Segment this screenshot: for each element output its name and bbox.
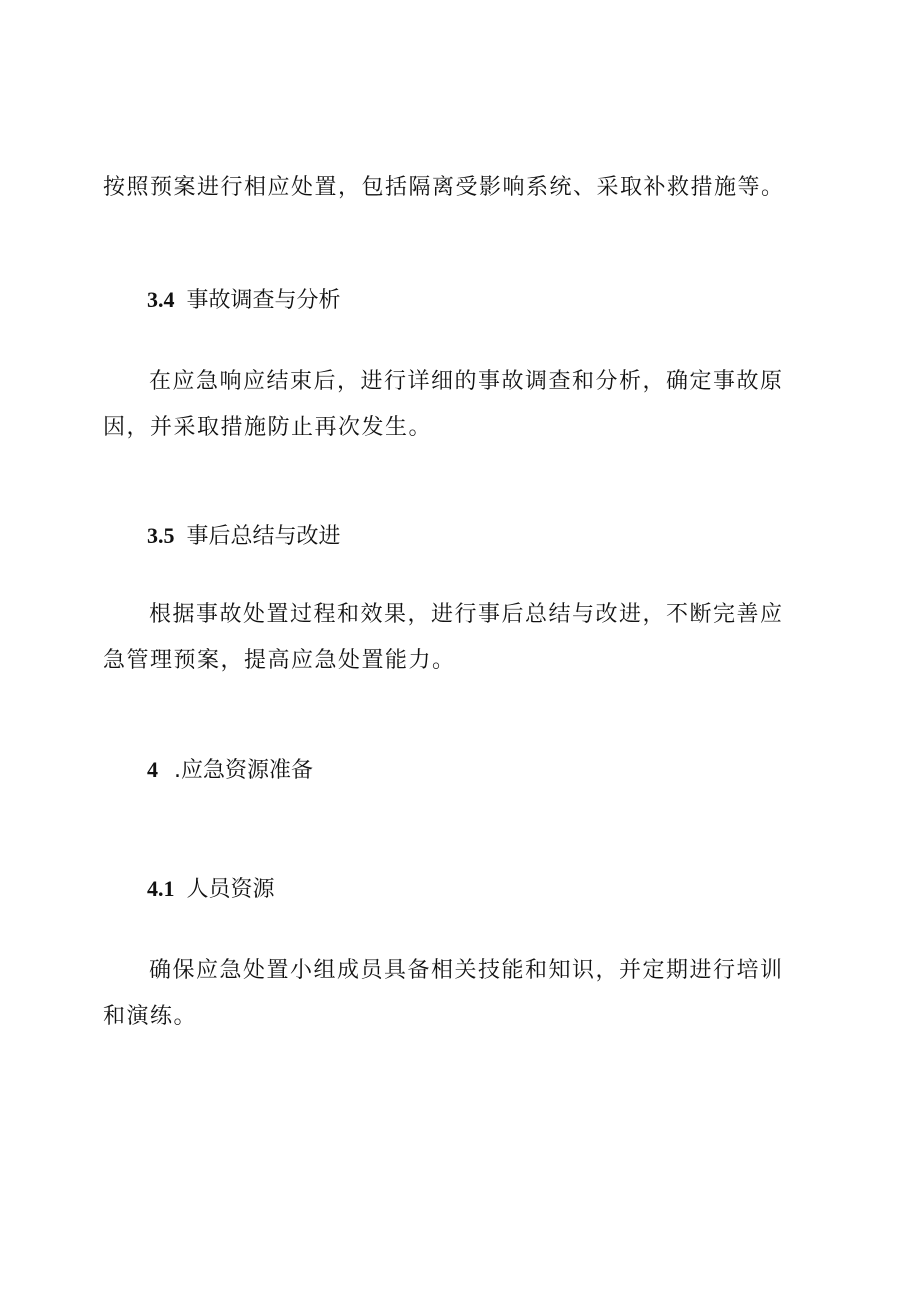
heading-title: 事后总结与改进 [186, 524, 341, 549]
heading-number: 3.4 [147, 287, 175, 312]
heading-number: 4 [147, 757, 158, 782]
heading-3-4 [147, 285, 341, 316]
heading-4 [147, 755, 313, 786]
heading-title: 人员资源 [186, 877, 275, 902]
paragraph-post-incident-review: 根据事故处置过程和效果，进行事后总结与改进，不断完善应急管理预案，提高应急处置能力。 [103, 602, 784, 673]
heading-4-1 [147, 874, 275, 905]
heading-number: 3.5 [147, 523, 175, 548]
heading-number: 4.1 [147, 876, 175, 901]
paragraph-personnel-resources: 确保应急处置小组成员具备相关技能和知识，并定期进行培训和演练。 [103, 958, 784, 1029]
paragraph-response-handling: 按照预案进行相应处置，包括隔离受影响系统、采取补救措施等。 [103, 175, 785, 200]
paragraph-incident-investigation: 在应急响应结束后，进行详细的事故调查和分析，确定事故原因，并采取措施防止再次发生。 [103, 369, 784, 440]
heading-3-5 [147, 521, 341, 552]
heading-title: 事故调查与分析 [186, 288, 341, 313]
heading-title: .应急资源准备 [174, 758, 313, 783]
